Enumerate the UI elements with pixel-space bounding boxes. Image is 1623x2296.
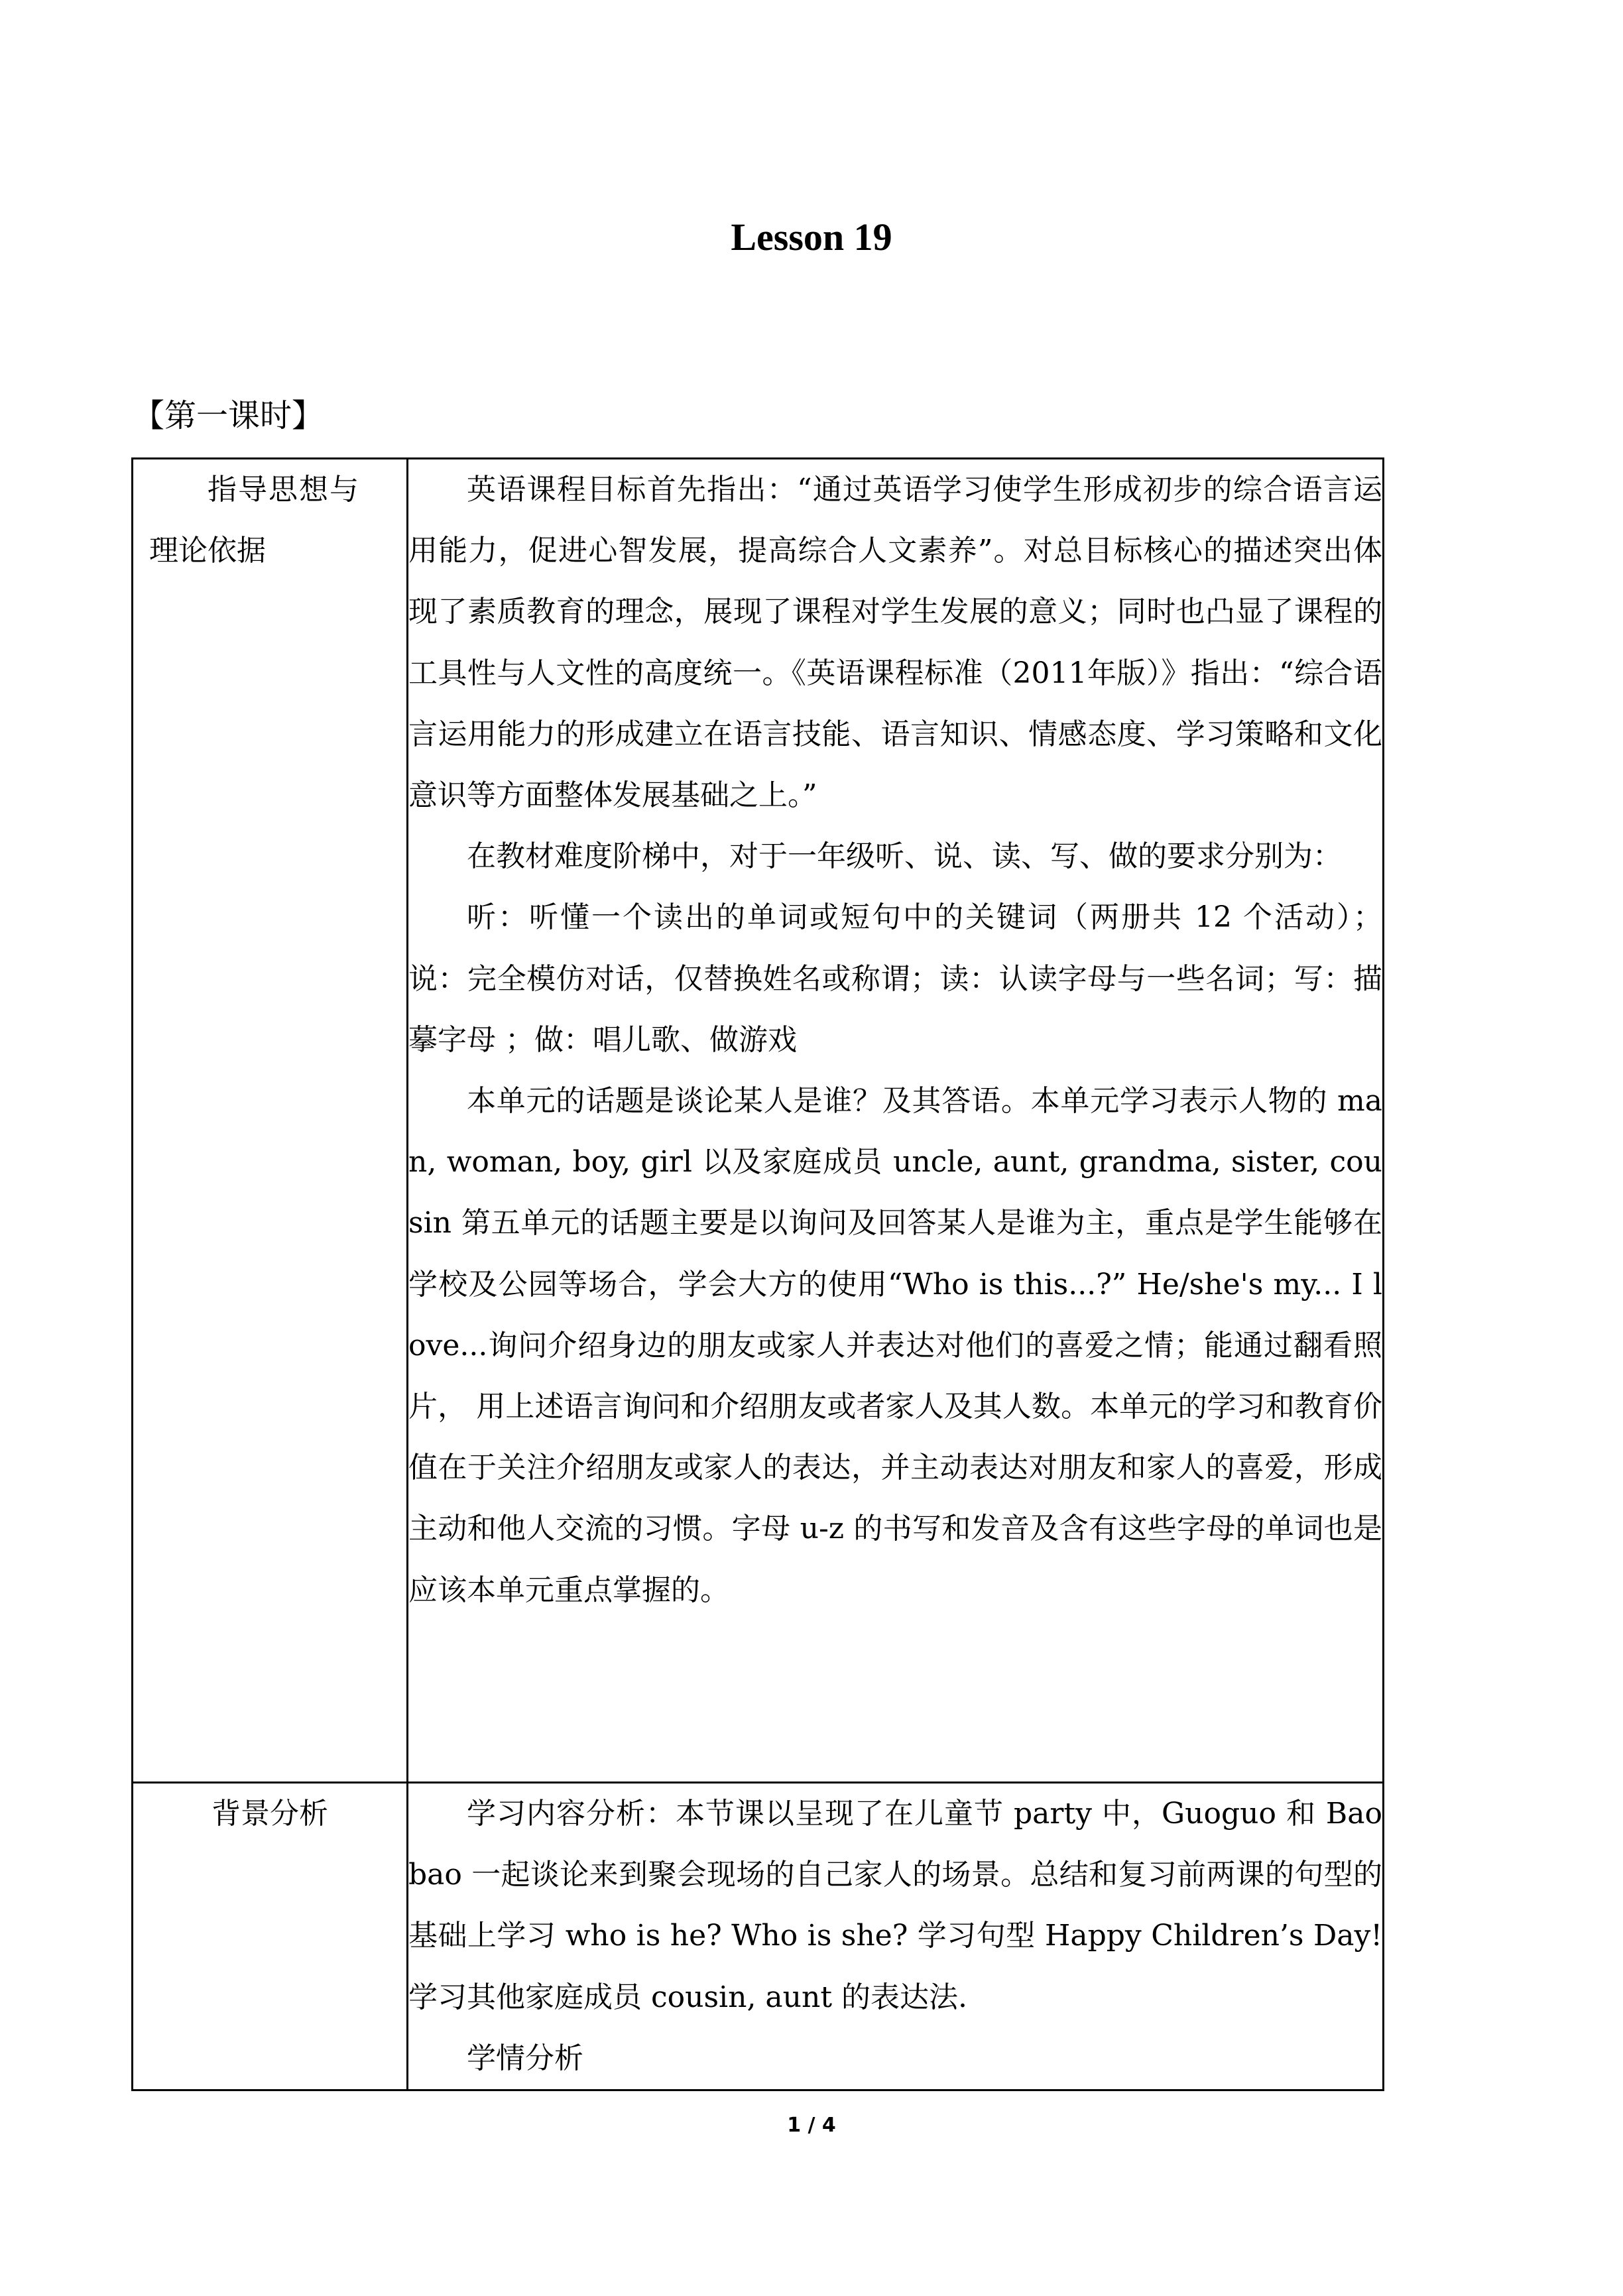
row-content-cell	[408, 459, 1384, 1783]
document-title: Lesson 19	[731, 215, 892, 259]
row-content-cell	[408, 1783, 1384, 2090]
row-label	[133, 459, 406, 581]
paragraph: 学习内容分析：本节课以呈现了在儿童节 party 中，Guoguo 和 Baobao 一起谈论来到聚会现场的自己家人的场景。总结和复习前两课的句型的基础上学习 who is he? Who is she? 学习句型 Happy Children’s Day!学习其他家庭成员 cousin, aunt 的表达法.	[408, 1797, 1382, 2014]
paragraph: 在教材难度阶梯中，对于一年级听、说、读、写、做的要求分别为：	[467, 839, 1342, 874]
paragraph: 听：听懂一个读出的单词或短句中的关键词（两册共 12 个活动）；说：完全模仿对话，仅替换姓名或称谓；读：认读字母与一些名词；写：描摹字母 ；做：唱儿歌、做游戏	[408, 900, 1382, 1057]
lesson-plan-table	[131, 457, 1384, 2091]
session-heading: 【第一课时】	[133, 397, 324, 434]
paragraph: 本单元的话题是谈论某人是谁？及其答语。本单元学习表示人物的 man, woman, boy, girl 以及家庭成员 uncle, aunt, grandma, sister, cousin 第五单元的话题主要是以询问及回答某人是谁为主，重点是学生能够在学校及公园等场合，学会大方的使用“Who is this...?” He/she's my... I love...询问介绍身边的朋友或家人并表达对他们的喜爱之情；能通过翻看照片， 用上述语言询问和介绍朋友或者家人及其人数。本单元的学习和教育价值在于关注介绍朋友或家人的表达，并主动表达对朋友和家人的喜爱，形成主动和他人交流的习惯。字母 u-z 的书写和发音及含有这些字母的单词也是应该本单元重点掌握的。	[408, 1084, 1382, 1607]
paragraph: 英语课程目标首先指出：“通过英语学习使学生形成初步的综合语言运用能力，促进心智发展，提高综合人文素养”。对总目标核心的描述突出体现了素质教育的理念，展现了课程对学生发展的意义；同时也凸显了课程的工具性与人文性的高度统一。《英语课程标准（2011年版）》指出：“综合语言运用能力的形成建立在语言技能、语言知识、情感态度、学习策略和文化意识等方面整体发展基础之上。”	[408, 473, 1382, 813]
row-label-line: 指导思想与	[208, 473, 360, 507]
table-row	[133, 1783, 1384, 2090]
row-label-cell	[133, 1783, 408, 2090]
table-row	[133, 459, 1384, 1783]
row-label-cell	[133, 459, 408, 1783]
paragraph: 学情分析	[467, 2041, 583, 2075]
page-number: 1 / 4	[787, 2114, 836, 2137]
row-label: 背景分析	[211, 1797, 328, 1831]
row-label-line: 理论依据	[149, 534, 266, 568]
